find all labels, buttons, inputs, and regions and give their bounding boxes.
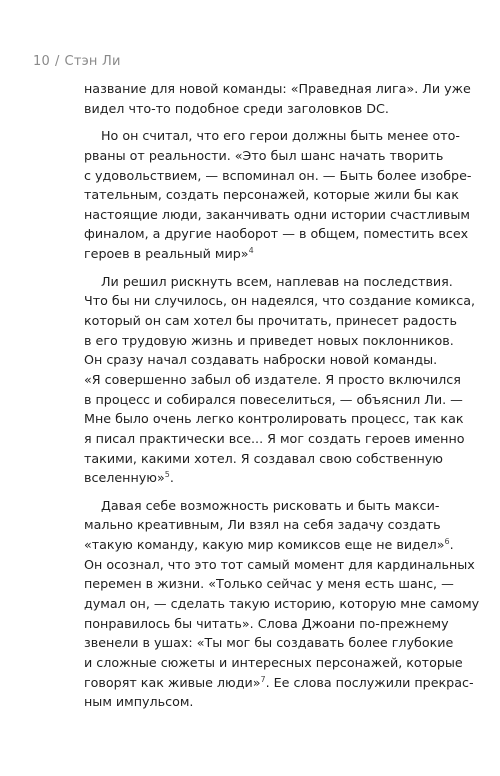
line-text: перемен в жизни. «Только сейчас у меня есть шанс, — — [84, 576, 454, 592]
text-line — [84, 673, 476, 693]
text-line — [84, 653, 476, 673]
text-line — [84, 468, 476, 488]
running-header — [33, 54, 126, 69]
text-line — [84, 614, 476, 634]
line-text: Что бы ни случилось, он надеялся, что создание комикса, — [84, 293, 475, 309]
line-text: звенели в ушах: «Ты мог бы создавать более глубокие — [84, 635, 454, 651]
line-text: тательным, создать персонажей, которые жили бы как — [84, 187, 459, 203]
line-text: Давая себе возможность рисковать и быть макси- — [101, 497, 440, 513]
line-text: мально креативным, Ли взял на себя задачу создать — [84, 517, 441, 533]
footnote-marker: 5 — [164, 470, 170, 480]
text-line — [84, 146, 476, 166]
text-line — [84, 224, 476, 244]
text-line — [84, 79, 476, 99]
line-text: я писал практически все... Я мог создать героев именно — [84, 430, 465, 446]
line-text: вселенную» — [84, 470, 165, 486]
line-text: который он сам хотел бы прочитать, принесет радость — [84, 313, 457, 329]
line-text: в процесс и собирался повеселиться, — объяснил Ли. — — [84, 391, 463, 407]
text-line — [84, 166, 476, 186]
line-text: настоящие люди, заканчивать одни истории счастливым — [84, 206, 470, 222]
line-text: говорят как живые люди» — [84, 674, 261, 690]
line-text: название для новой команды: «Праведная лига». Ли уже — [84, 81, 471, 96]
text-line — [84, 390, 476, 410]
line-text: Ли решил рискнуть всем, наплевав на последствия. — [101, 273, 453, 289]
line-text: понравилось бы читать». Слова Джоани по-прежнему — [84, 615, 449, 631]
text-line — [84, 555, 476, 575]
line-text-tail: . — [449, 537, 454, 553]
line-text: с удовольствием, — вспоминал он. — Быть более изобре- — [84, 167, 472, 183]
text-line — [84, 291, 476, 311]
line-text: видел что-то подобное среди заголовков DC. — [84, 100, 389, 116]
paragraph — [84, 496, 480, 712]
text-line — [84, 244, 476, 264]
line-text: героев в реальный мир» — [84, 246, 249, 262]
text-line — [84, 331, 476, 351]
line-text: рваны от реальности. «Это был шанс начать творить — [84, 147, 444, 163]
paragraph — [84, 79, 476, 118]
text-line — [84, 692, 476, 712]
text-line — [84, 594, 480, 614]
line-text: ным импульсом. — [84, 694, 194, 710]
text-line — [84, 185, 476, 205]
line-text: «такую команду, какую мир комиксов еще не видел» — [84, 537, 445, 553]
page-number: 10 — [33, 54, 50, 69]
paragraph-gap — [84, 264, 476, 272]
paragraph-gap — [84, 118, 476, 126]
footnote-marker: 4 — [248, 246, 254, 256]
text-line — [84, 429, 476, 449]
line-text-tail: . Ее слова послужили прекрас- — [265, 674, 474, 690]
line-text: финалом, а другие наоборот — в общем, поместить всех — [84, 226, 469, 242]
text-line — [84, 449, 476, 469]
header-separator: / — [54, 54, 60, 69]
line-text: и сложные сюжеты и интересных персонажей, которые — [84, 654, 463, 670]
text-line — [84, 574, 476, 594]
text-line — [84, 535, 476, 555]
page-body — [84, 79, 480, 712]
text-line — [84, 99, 476, 119]
text-line — [84, 370, 476, 390]
text-line — [84, 515, 476, 535]
text-line — [84, 272, 476, 292]
text-line — [84, 126, 476, 146]
footnote-marker: 7 — [260, 674, 266, 684]
line-text: Он осознал, что это тот самый момент для кардинальных — [84, 556, 475, 572]
line-text: «Я совершенно забыл об издателе. Я просто включился — [84, 371, 461, 387]
text-line — [84, 205, 476, 225]
line-text: Он сразу начал создавать наброски новой команды. — [84, 352, 438, 368]
paragraph — [84, 272, 476, 488]
line-text: думал он, — сделать такую историю, которую мне самому — [84, 596, 480, 612]
footnote-marker: 6 — [444, 537, 450, 547]
paragraph-gap — [84, 488, 476, 496]
line-text-tail: . — [169, 470, 174, 486]
paragraph — [84, 126, 476, 263]
line-text: в его трудовую жизнь и приведет новых поклонников. — [84, 332, 454, 348]
text-line — [84, 409, 476, 429]
text-line — [84, 496, 476, 516]
line-text: Но он считал, что его герои должны быть менее ото- — [101, 128, 460, 144]
line-text: такими, какими хотел. Я создавал свою собственную — [84, 450, 443, 466]
text-line — [84, 350, 476, 370]
line-text: Мне было очень легко контролировать процесс, так как — [84, 411, 464, 427]
text-line — [84, 633, 476, 653]
text-line — [84, 311, 476, 331]
header-author: Стэн Ли — [64, 54, 121, 69]
